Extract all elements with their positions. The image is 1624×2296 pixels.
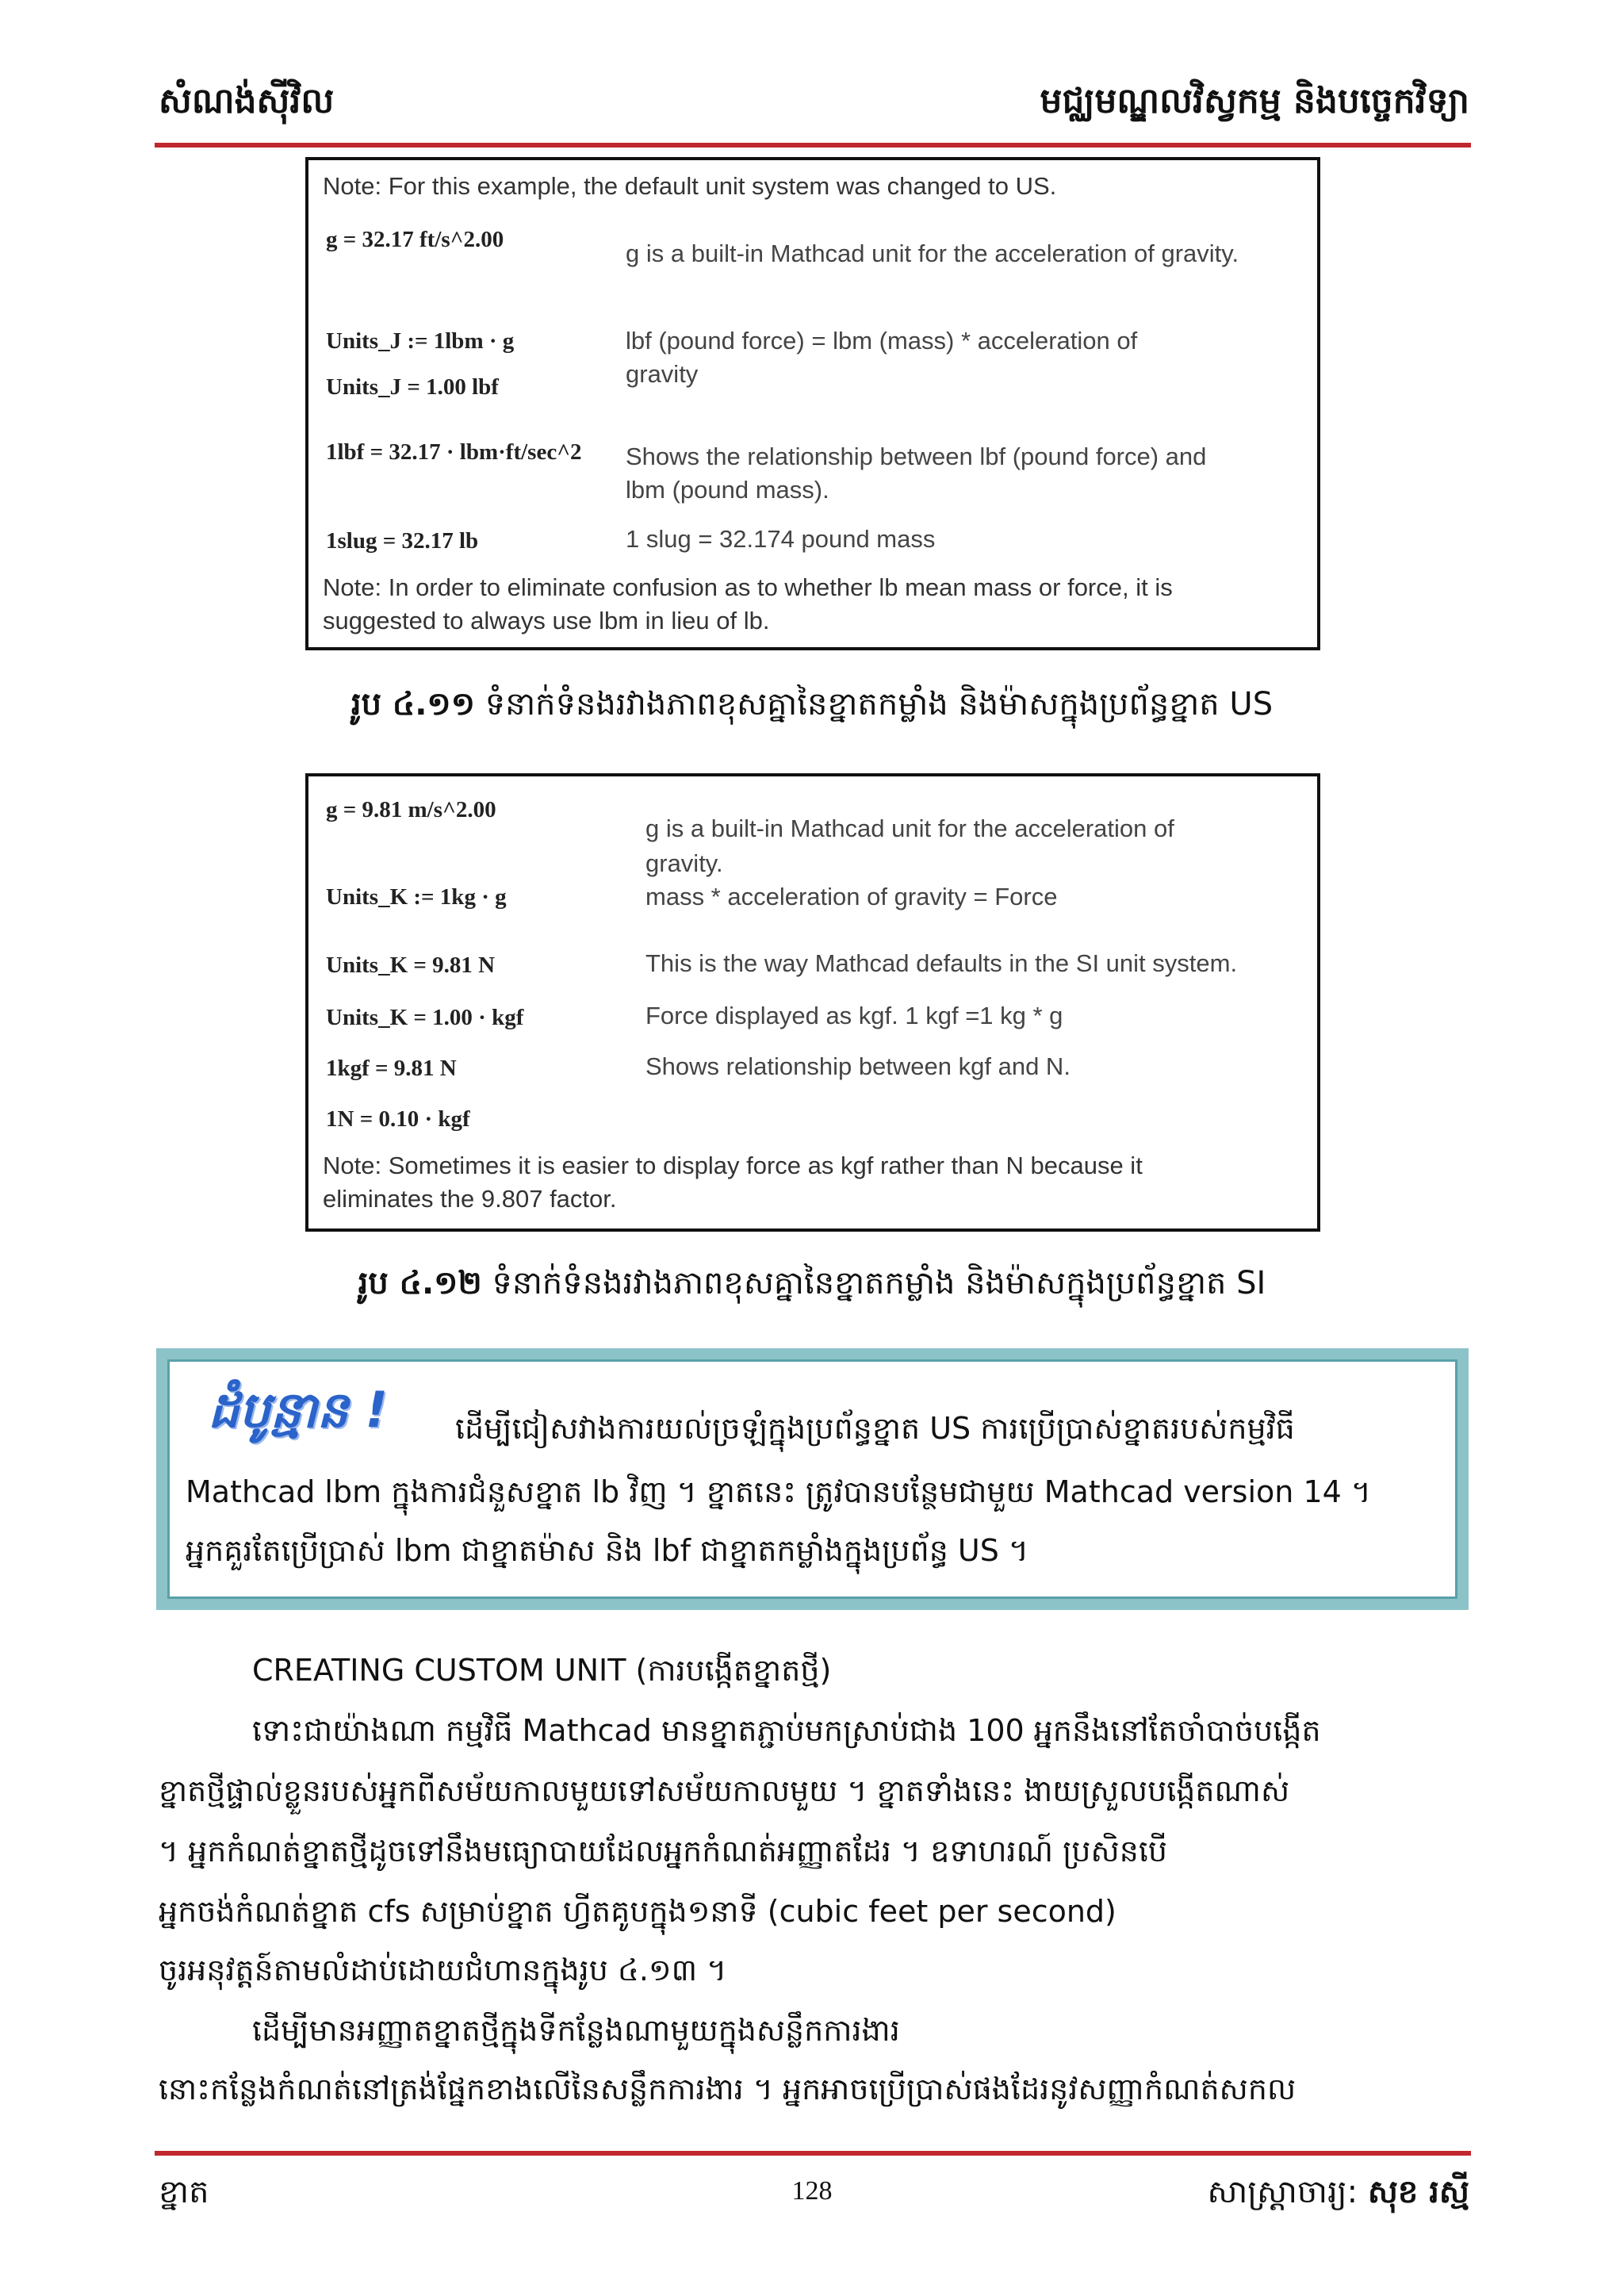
tip-title: ដំបូន្មាន ! [208, 1381, 388, 1439]
footer-chapter: ខ្នាត [159, 2174, 209, 2210]
body-line: ។ អ្នកកំណត់ខ្នាតថ្មីដូចទៅនឹងមធ្យោបាយដែលអ្នកកំណត់អញ្ញាតដែរ ។ ឧទាហរណ៍ ប្រសិនបើ [159, 1834, 1167, 1869]
formula-desc: mass * acceleration of gravity = Force [645, 883, 1058, 910]
figure-us-note-bottom: Note: In order to eliminate confusion as to whether lb mean mass or force, it is [323, 573, 1173, 601]
formula-desc: gravity. [645, 849, 723, 877]
caption-text: ទំនាក់ទំនងរវាងភាពខុសគ្នានៃខ្នាតកម្លាំង និងម៉ាសក្នុងប្រព័ន្ធខ្នាត US [485, 686, 1274, 723]
formula-row: g = 9.81 m/s^2.00 [326, 797, 496, 822]
footer-rule [155, 2151, 1471, 2156]
tip-line: Mathcad lbm ក្នុងការជំនួសខ្នាត lb វិញ ។ ខ្នាតនេះ ត្រូវបានបន្ថែមជាមួយ Mathcad version 14 ។ [186, 1474, 1371, 1509]
header-right-title: មជ្ឈមណ្ឌលវិស្វកម្ម និងបច្ចេកវិទ្យា [1040, 81, 1469, 121]
body-line: នោះកន្លែងកំណត់នៅត្រង់ផ្នែកខាងលើនៃសន្លឹកការងារ ។ អ្នកអាចប្រើប្រាស់ផងដែរនូវសញ្ញាកំណត់សកល [159, 2072, 1297, 2106]
formula-desc: g is a built-in Mathcad unit for the acceleration of [645, 815, 1174, 842]
formula-desc: lbm (pound mass). [626, 476, 829, 504]
caption-text: ទំនាក់ទំនងរវាងភាពខុសគ្នានៃខ្នាតកម្លាំង និងម៉ាសក្នុងប្រព័ន្ធខ្នាត SI [492, 1265, 1266, 1301]
formula-row: g = 32.17 ft/s^2.00 [326, 227, 504, 252]
figure-us-note-top: Note: For this example, the default unit system was changed to US. [323, 172, 1057, 200]
formula-row: 1slug = 32.17 lb [326, 528, 479, 554]
formula-desc: This is the way Mathcad defaults in the SI unit system. [645, 949, 1238, 977]
formula-row: Units_K := 1kg · g [326, 884, 507, 910]
page-number: 128 [791, 2176, 833, 2206]
formula-row: 1kgf = 9.81 N [326, 1056, 457, 1081]
body-line: ដើម្បីមានអញ្ញាតខ្នាតថ្មីក្នុងទីកន្លែងណាមួយក្នុងសន្លឹកការងារ [252, 2013, 900, 2048]
formula-row: 1N = 0.10 · kgf [326, 1106, 470, 1132]
caption-label: រូប ៤.១២ [358, 1265, 482, 1301]
section-title: CREATING CUSTOM UNIT (ការបង្កើតខ្នាតថ្មី) [252, 1653, 832, 1688]
formula-row: Units_J = 1.00 lbf [326, 374, 499, 400]
body-line: អ្នកចង់កំណត់ខ្នាត cfs សម្រាប់ខ្នាត ហ្វីតគូបក្នុង១នាទី (cubic feet per second) [159, 1894, 1116, 1929]
figure-us-units [305, 157, 1320, 650]
body-line: ចូរអនុវត្តន៍តាមលំដាប់ដោយជំហានក្នុងរូប ៤.១៣ ។ [159, 1953, 727, 1987]
formula-row: Units_J := 1lbm · g [326, 328, 515, 354]
formula-desc: Force displayed as kgf. 1 kgf =1 kg * g [645, 1002, 1063, 1029]
figure-si-note-bottom: Note: Sometimes it is easier to display force as kgf rather than N because it [323, 1152, 1143, 1179]
tip-line: អ្នកគួរតែប្រើប្រាស់ lbm ជាខ្នាតម៉ាស និង lbf ជាខ្នាតកម្លាំងក្នុងប្រព័ន្ធ US ។ [186, 1533, 1028, 1568]
body-line: ខ្នាតថ្មីផ្ទាល់ខ្លួនរបស់អ្នកពីសម័យកាលមួយទៅសម័យកាលមួយ ។ ខ្នាតទាំងនេះ ងាយស្រួលបង្កើតណាស់ [159, 1773, 1290, 1808]
formula-desc: 1 slug = 32.174 pound mass [626, 525, 936, 553]
formula-desc: lbf (pound force) = lbm (mass) * acceleration of [626, 327, 1138, 355]
figure-si-units [305, 773, 1320, 1232]
caption-label: រូប ៤.១១ [350, 686, 475, 723]
footer-author [1207, 2171, 1469, 2218]
footer-author-label: សាស្ត្រាចារ្យ: [1207, 2174, 1358, 2210]
formula-row: Units_K = 1.00 · kgf [326, 1005, 524, 1030]
header-rule [155, 143, 1471, 148]
figure-caption-si [0, 1263, 1624, 1309]
body-line: ទោះជាយ៉ាងណា កម្មវិធី Mathcad មានខ្នាតភ្ជាប់មកស្រាប់ជាង 100 អ្នកនឹងនៅតែចាំបាច់បង្កើត [252, 1713, 1321, 1748]
figure-caption-us [0, 684, 1624, 730]
figure-si-note-bottom-2: eliminates the 9.807 factor. [323, 1185, 617, 1213]
formula-desc: Shows the relationship between lbf (pound force) and [626, 443, 1207, 470]
tip-box-inner [167, 1359, 1457, 1599]
formula-row: Units_K = 9.81 N [326, 953, 496, 978]
formula-desc: Shows relationship between kgf and N. [645, 1052, 1071, 1080]
tip-box [156, 1348, 1469, 1610]
header-left-title: សំណង់ស៊ីវិល [159, 81, 335, 121]
tip-line: ដើម្បីជៀសវាងការយល់ច្រឡំក្នុងប្រព័ន្ធខ្នាត US ការប្រើប្រាស់ខ្នាតរបស់កម្មវិធី [455, 1411, 1295, 1446]
figure-us-note-bottom-2: suggested to always use lbm in lieu of lb. [323, 607, 770, 634]
formula-desc: gravity [626, 360, 699, 388]
formula-row: 1lbf = 32.17 · lbm·ft/sec^2 [326, 439, 582, 465]
footer-author-name: សុខ រស្មី [1367, 2174, 1469, 2210]
formula-desc: g is a built-in Mathcad unit for the acceleration of gravity. [626, 240, 1239, 267]
